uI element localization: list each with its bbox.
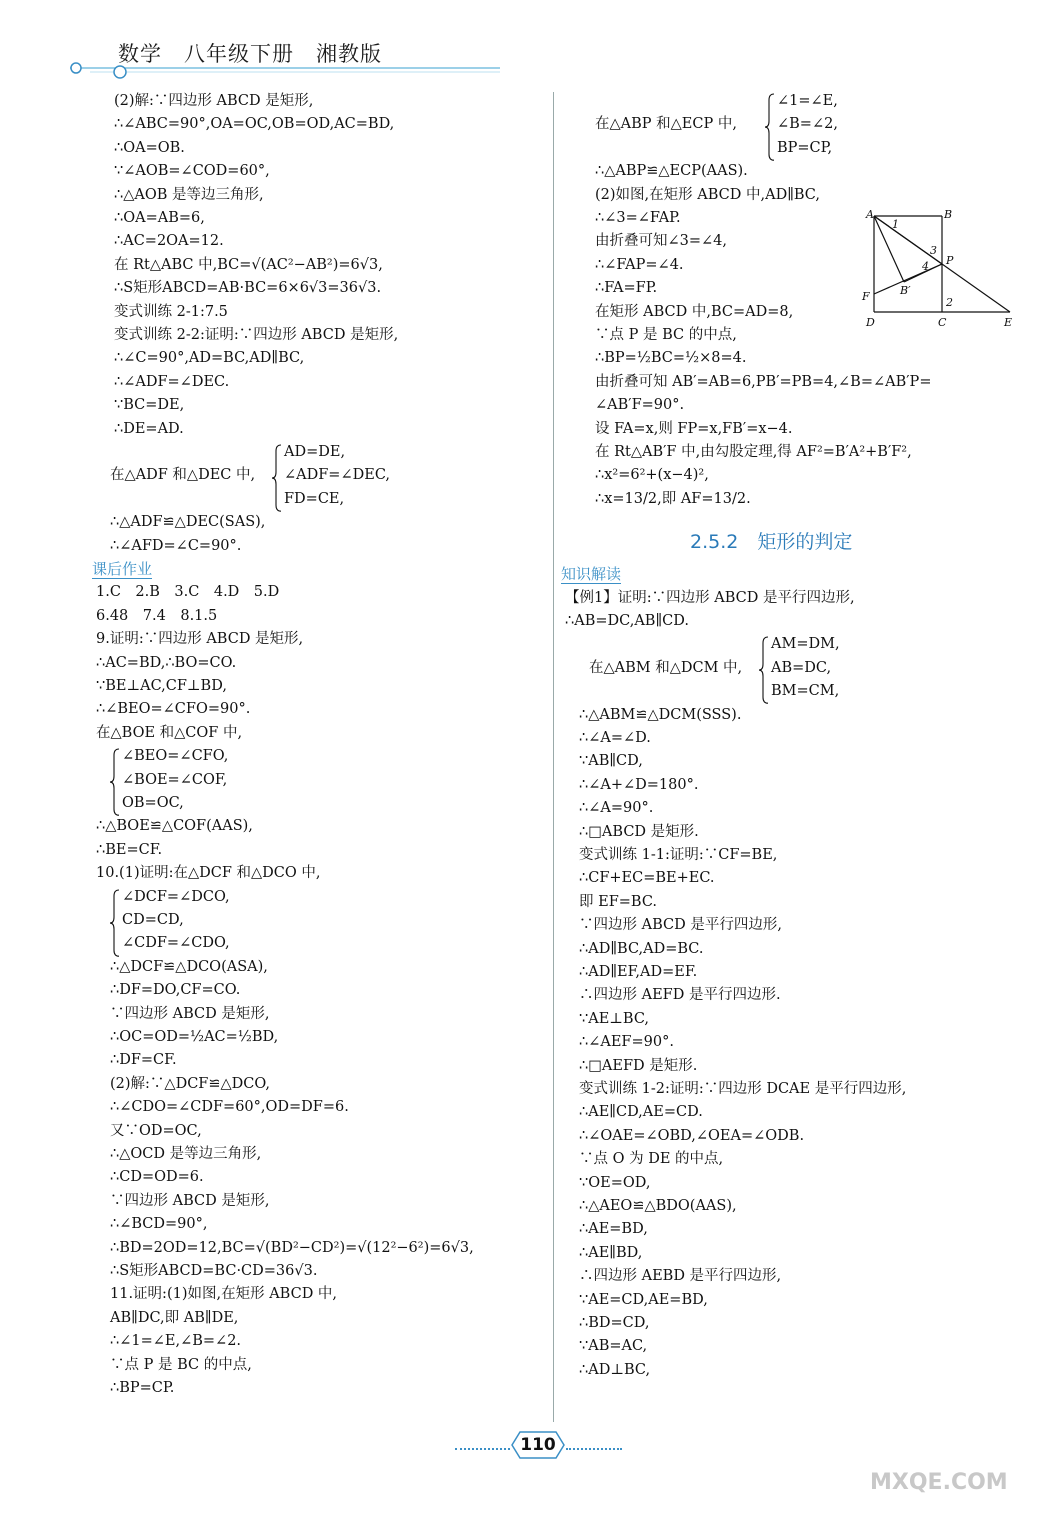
header-title: 数学 八年级下册 湘教版 xyxy=(118,42,382,66)
figure-label: 4 xyxy=(922,260,929,273)
text-line: ∴四边形 AEFD 是平行四边形. xyxy=(579,987,781,1004)
figure-label: D xyxy=(866,316,875,329)
text-line: ∴AD∥EF,AD=EF. xyxy=(579,964,698,980)
page-dots-left xyxy=(455,1448,510,1450)
figure-label: C xyxy=(938,316,947,329)
system-line: AM=DM, xyxy=(771,636,840,653)
text-line: ∴AD⊥BC, xyxy=(579,1361,651,1378)
text-line: ∴∠A+∠D=180°. xyxy=(579,776,699,793)
text-line: ∵BE⊥AC,CF⊥BD, xyxy=(96,678,227,694)
system-line: ∠ADF=∠DEC, xyxy=(284,467,391,484)
text-line: ∴∠3=∠FAP. xyxy=(595,210,681,226)
text-line: ∴OA=AB=6, xyxy=(114,210,205,226)
system-line: ∠DCF=∠DCO, xyxy=(122,888,230,905)
system-line: ∠1=∠E, xyxy=(777,93,838,109)
text-line: 【例1】证明:∵四边形 ABCD 是平行四边形, xyxy=(565,589,855,606)
text-line: ∴∠FAP=∠4. xyxy=(595,256,684,273)
text-line: (2)如图,在矩形 ABCD 中,AD∥BC, xyxy=(595,186,820,203)
text-line: ∴AE∥BD, xyxy=(579,1244,643,1261)
text-line: 9.证明:∵四边形 ABCD 是矩形, xyxy=(96,631,304,648)
text-line: ∴FA=FP. xyxy=(595,280,658,297)
text-line: 1.C 2.B 3.C 4.D 5.D xyxy=(96,584,280,601)
text-line: ∴AE=BD, xyxy=(579,1221,648,1238)
system-line: ∠B=∠2, xyxy=(777,116,838,133)
text-line: ∵∠AOB=∠COD=60°, xyxy=(114,163,270,180)
text-line: ∵AE⊥BC, xyxy=(579,1010,650,1027)
text-line: ∴∠AEF=90°. xyxy=(579,1034,674,1051)
text-line: ∵AB=AC, xyxy=(579,1338,648,1355)
system-line: FD=CE, xyxy=(284,490,345,507)
figure-label: A xyxy=(866,208,874,221)
figure-label: 1 xyxy=(892,218,899,231)
text-line: ∵BC=DE, xyxy=(114,397,185,414)
figure-label: F xyxy=(862,290,870,303)
text-line: ∴BD=2OD=12,BC=√(BD²−CD²)=√(12²−6²)=6√3, xyxy=(110,1239,474,1256)
section-tag: 知识解读 xyxy=(561,565,622,584)
text-line: 在矩形 ABCD 中,BC=AD=8, xyxy=(595,303,794,320)
brace-icon xyxy=(759,635,769,705)
text-line: ∴△ADF≌△DEC(SAS), xyxy=(110,514,266,531)
column-divider xyxy=(553,92,554,1422)
text-line: ∵点 O 为 DE 的中点, xyxy=(579,1151,724,1168)
brace-icon xyxy=(765,92,775,162)
text-line: ∴DF=CF. xyxy=(110,1052,177,1069)
text-line: 由折叠可知∠3=∠4, xyxy=(595,233,728,250)
text-line: (2)解:∵四边形 ABCD 是矩形, xyxy=(114,93,314,109)
text-line: ∵AB∥CD, xyxy=(579,753,643,770)
system-line: ∠CDF=∠CDO, xyxy=(122,935,230,952)
text-line: ∴∠CDO=∠CDF=60°,OD=DF=6. xyxy=(110,1099,349,1116)
page-header xyxy=(60,32,510,82)
text-line: AB∥DC,即 AB∥DE, xyxy=(110,1309,239,1326)
text-line: 又∵OD=OC, xyxy=(110,1122,202,1139)
text-line: ∴x=13/2,即 AF=13/2. xyxy=(595,490,751,507)
text-line: ∴CD=OD=6. xyxy=(110,1169,204,1186)
text-line: ∴△AEO≌△BDO(AAS), xyxy=(579,1198,737,1214)
text-line: ∵四边形 ABCD 是矩形, xyxy=(110,1005,270,1022)
text-line: ∴□AEFD 是矩形. xyxy=(579,1057,698,1074)
text-line: 即 EF=BC. xyxy=(579,893,658,910)
system-prefix: 在△ADF 和△DEC 中, xyxy=(110,467,256,484)
text-line: ∴∠BCD=90°, xyxy=(110,1216,208,1233)
text-line: ∴∠ABC=90°,OA=OC,OB=OD,AC=BD, xyxy=(114,116,395,133)
text-line: 10.(1)证明:在△DCF 和△DCO 中, xyxy=(96,865,321,882)
text-line: 6.48 7.4 8.1.5 xyxy=(96,607,218,624)
text-line: ∵AE=CD,AE=BD, xyxy=(579,1291,708,1308)
brace-icon xyxy=(272,443,282,513)
text-line: 在△BOE 和△COF 中, xyxy=(96,724,243,741)
text-line: 变式训练 1-2:证明:∵四边形 DCAE 是平行四边形, xyxy=(579,1081,907,1097)
text-line: ∴AC=BD,∴BO=CO. xyxy=(96,654,237,671)
text-line: ∴四边形 AEBD 是平行四边形, xyxy=(579,1268,782,1285)
text-line: ∴∠A=∠D. xyxy=(579,730,651,746)
text-line: 变式训练 2-2:证明:∵四边形 ABCD 是矩形, xyxy=(114,327,399,343)
figure-label: E xyxy=(1004,316,1013,329)
text-line: ∴S矩形ABCD=AB·BC=6×6√3=36√3. xyxy=(114,280,382,297)
page-number-badge xyxy=(510,1430,566,1460)
text-line: 11.证明:(1)如图,在矩形 ABCD 中, xyxy=(110,1286,338,1303)
figure-label: B′ xyxy=(900,284,911,297)
system-line: ∠BOE=∠COF, xyxy=(122,771,228,788)
figure-label: B xyxy=(944,208,953,221)
text-line: ∴x²=6²+(x−4)², xyxy=(595,467,709,484)
text-line: ∵四边形 ABCD 是平行四边形, xyxy=(579,917,782,934)
text-line: ∴OA=OB. xyxy=(114,139,185,156)
figure-label: 3 xyxy=(930,244,937,257)
text-line: ∴OC=OD=½AC=½BD, xyxy=(110,1029,279,1045)
text-line: ∴△BOE≌△COF(AAS), xyxy=(96,818,253,835)
text-line: 在 Rt△AB′F 中,由勾股定理,得 AF²=B′A²+B′F², xyxy=(595,444,912,460)
text-line: ∴S矩形ABCD=BC·CD=36√3. xyxy=(110,1263,318,1279)
text-line: ∴△OCD 是等边三角形, xyxy=(110,1146,262,1162)
text-line: ∴∠A=90°. xyxy=(579,800,654,817)
text-line: ∴△DCF≌△DCO(ASA), xyxy=(110,958,268,975)
text-line: ∴BE=CF. xyxy=(96,841,163,858)
text-line: ∴AB=DC,AB∥CD. xyxy=(565,613,689,629)
text-line: 变式训练 2-1:7.5 xyxy=(114,303,228,320)
text-line: ∴∠1=∠E,∠B=∠2. xyxy=(110,1333,242,1350)
text-line: ∴∠OAE=∠OBD,∠OEA=∠ODB. xyxy=(579,1127,805,1144)
geometry-figure xyxy=(862,208,1022,332)
system-prefix: 在△ABP 和△ECP 中, xyxy=(595,116,737,133)
text-line: 变式训练 1-1:证明:∵CF=BE, xyxy=(579,847,778,863)
text-line: ∴AE∥CD,AE=CD. xyxy=(579,1104,703,1121)
watermark: MXQE.COM xyxy=(870,1470,1008,1495)
system-line: OB=OC, xyxy=(122,794,184,811)
text-line: ∵四边形 ABCD 是矩形, xyxy=(110,1192,270,1209)
text-line: ∴BP=½BC=½×8=4. xyxy=(595,350,747,367)
text-line: 由折叠可知 AB′=AB=6,PB′=PB=4,∠B=∠AB′P= xyxy=(595,373,932,390)
text-line: 设 FA=x,则 FP=x,FB′=x−4. xyxy=(595,420,793,437)
text-line: ∵点 P 是 BC 的中点, xyxy=(595,327,737,343)
text-line: ∠AB′F=90°. xyxy=(595,397,685,414)
text-line: ∴∠C=90°,AD=BC,AD∥BC, xyxy=(114,350,305,367)
text-line: (2)解:∵△DCF≌△DCO, xyxy=(110,1075,271,1092)
text-line: ∴BP=CP. xyxy=(110,1380,175,1396)
system-line: ∠BEO=∠CFO, xyxy=(122,748,229,765)
text-line: ∴CF+EC=BE+EC. xyxy=(579,870,715,887)
system-line: CD=CD, xyxy=(122,911,184,928)
page-number: 110 xyxy=(520,1435,556,1455)
figure-label: 2 xyxy=(946,296,953,309)
system-prefix: 在△ABM 和△DCM 中, xyxy=(589,659,743,676)
text-line: ∴DF=DO,CF=CO. xyxy=(110,982,241,999)
section-tag: 课后作业 xyxy=(92,560,153,578)
system-line: BP=CP, xyxy=(777,139,833,156)
system-line: BM=CM, xyxy=(771,683,840,700)
text-line: ∴AC=2OA=12. xyxy=(114,233,224,250)
text-line: ∴∠BEO=∠CFO=90°. xyxy=(96,701,251,718)
text-line: 在 Rt△ABC 中,BC=√(AC²−AB²)=6√3, xyxy=(114,256,383,273)
figure-label: P xyxy=(946,254,954,267)
text-line: ∴△ABP≌△ECP(AAS). xyxy=(595,163,748,180)
text-line: ∴DE=AD. xyxy=(114,420,184,437)
system-line: AD=DE, xyxy=(284,444,346,460)
text-line: ∴BD=CD, xyxy=(579,1315,650,1331)
text-line: ∴△ABM≌△DCM(SSS). xyxy=(579,706,742,723)
text-line: ∵点 P 是 BC 的中点, xyxy=(110,1356,252,1373)
text-line: ∴∠AFD=∠C=90°. xyxy=(110,537,242,554)
system-line: AB=DC, xyxy=(771,659,832,676)
section-title: 2.5.2 矩形的判定 xyxy=(690,531,853,554)
brace-icon xyxy=(110,747,120,817)
text-line: ∴□ABCD 是矩形. xyxy=(579,823,699,840)
brace-icon xyxy=(110,888,120,958)
page-dots-right xyxy=(566,1448,622,1450)
text-line: ∴∠ADF=∠DEC. xyxy=(114,373,230,390)
text-line: ∵OE=OD, xyxy=(579,1174,651,1191)
text-line: ∴AD∥BC,AD=BC. xyxy=(579,940,704,957)
text-line: ∴△AOB 是等边三角形, xyxy=(114,186,264,203)
